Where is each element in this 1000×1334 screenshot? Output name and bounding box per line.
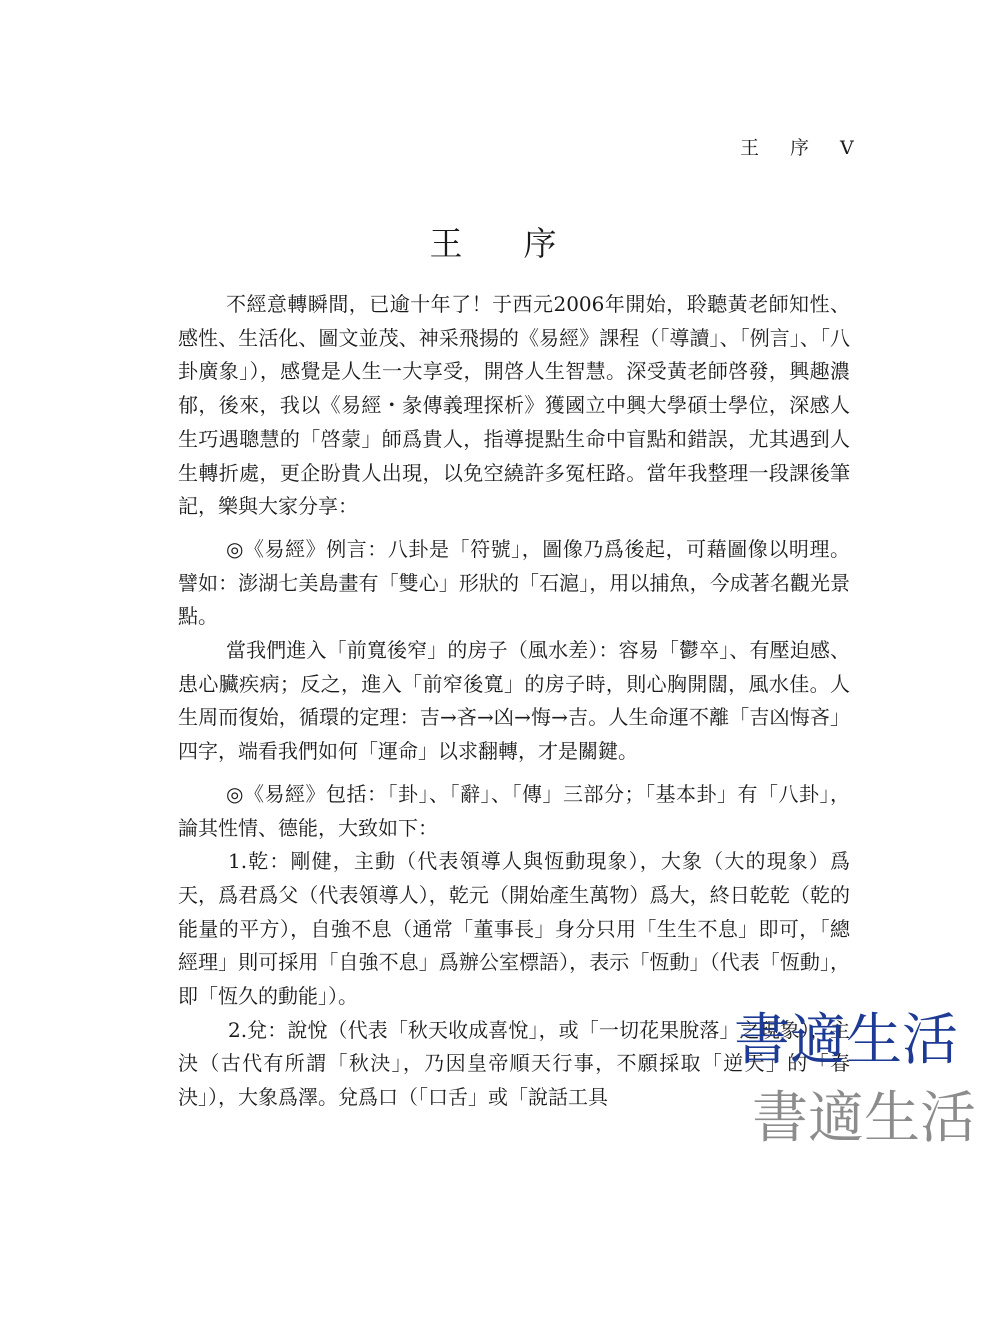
page-title: 王 序 (429, 224, 571, 263)
paragraph-structure: ◎《易經》包括：「卦」、「辭」、「傳」三部分；「基本卦」有「八卦」，論其性情、德能，大致如下： (178, 781, 850, 840)
watermark-logo: 書適生活 (734, 1008, 958, 1073)
body-text (178, 288, 850, 1115)
paragraph-intro: 不經意轉瞬間，已逾十年了！于西元2006年開始，聆聽黃老師知性、感性、生活化、圖文並茂、神采飛揚的《易經》課程（「導讀」、「例言」、「八卦廣象」），感覺是人生一大享受，開啓人生智慧。深受黃老師啓發，興趣濃郁，後來，我以《易經・彖傳義理探析》獲國立中興大學碩士學位，深感人生巧遇聰慧的「啓蒙」師爲貴人，指導提點生命中盲點和錯誤，尤其遇到人生轉折處，更企盼貴人出現，以免空繞許多冤枉路。當年我整理一段課後筆記，樂與大家分享： (178, 292, 850, 519)
paragraph-example: ◎《易經》例言：八卦是「符號」，圖像乃爲後起，可藉圖像以明理。譬如：澎湖七美島畫有「雙心」形狀的「石滬」，用以捕魚，今成著名觀光景點。 (178, 536, 850, 629)
watermark-logo-shadow: 書適生活 (752, 1086, 976, 1151)
paragraph-fengshui: 當我們進入「前寬後窄」的房子（風水差）：容易「鬱卒」、有壓迫感、患心臟疾病；反之，進入「前窄後寬」的房子時，則心胸開闊，風水佳。人生周而復始，循環的定理：吉→吝→凶→悔→吉。人生命運不離「吉凶悔吝」四字，端看我們如何「運命」以求翻轉，才是關鍵。 (178, 638, 850, 764)
list-item-qian: 1.乾：剛健，主動（代表領導人與恆動現象），大象（大的現象）爲天，爲君爲父（代表領導人），乾元（開始產生萬物）爲大，終日乾乾（乾的能量的平方），自強不息（通常「董事長」身分只用「生生不息」即可，「總經理」則可採用「自強不息」爲辦公室標語），表示「恆動」（代表「恆動」，即「恆久的動能」）。 (178, 849, 850, 1009)
list-item-dui: 2.兌：說悅（代表「秋天收成喜悅」，或「一切花果脫落」之現象），主決（古代有所謂「秋決」，乃因皇帝順天行事，不願採取「逆天」的「春決」），大象爲澤。兌爲口（「口舌」或「說話工具 (178, 1017, 850, 1110)
running-header: 王 序 V (740, 137, 860, 159)
